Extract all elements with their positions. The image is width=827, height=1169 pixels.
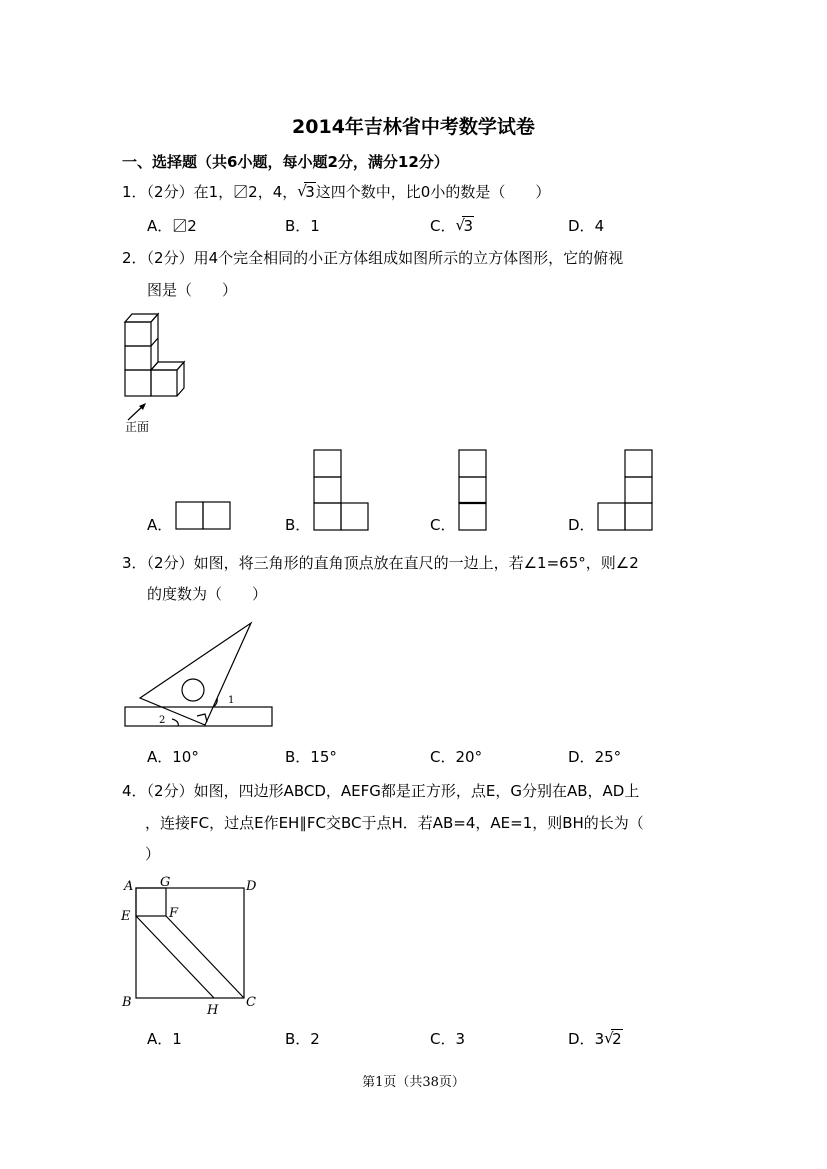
option-coefficient: 3 <box>594 1030 605 1048</box>
question-text: 如图，四边形ABCD，AEFG都是正方形，点E，G分别在AB，AD上 <box>193 782 640 800</box>
option-c-figure <box>458 449 488 532</box>
front-label: 正面 <box>125 420 150 433</box>
question-text: 在1， <box>193 183 234 201</box>
triangle <box>140 623 251 725</box>
sqrt-argument: 2 <box>612 1030 622 1048</box>
option-c <box>430 215 474 236</box>
minus-glyph: 〼 <box>233 183 249 201</box>
option-d <box>568 746 621 767</box>
angle-1-label: 1 <box>228 695 235 706</box>
question-score: （2分） <box>146 183 194 201</box>
question-number: 1． <box>122 183 147 201</box>
segment-fc <box>166 916 244 998</box>
cube-top-face <box>125 314 158 322</box>
question-number: 4． <box>122 782 147 800</box>
minus-glyph: 〼 <box>172 217 188 235</box>
question-score: （2分） <box>146 249 194 267</box>
question-3-line2: 的度数为（ ） <box>147 585 268 603</box>
page-footer: 第1页（共38页） <box>362 1075 465 1090</box>
segment-eh <box>136 916 214 998</box>
option-label: A． <box>147 217 173 235</box>
option-label: D． <box>568 1030 595 1048</box>
option-b-label: B． <box>285 516 311 534</box>
option-label: B． <box>285 217 311 235</box>
cube-stack-figure <box>118 308 198 433</box>
sqrt-argument: 3 <box>463 217 474 235</box>
option-value: 3 <box>455 1030 466 1048</box>
squares-figure <box>118 872 268 1020</box>
question-4-line2: ，连接FC，过点E作EH∥FC交BC于点H．若AB=4，AE=1，则BH的长为（ <box>145 814 644 832</box>
question-1 <box>122 181 550 203</box>
option-d-figure <box>597 449 654 532</box>
option-label: A． <box>147 748 173 766</box>
triangle-hole <box>182 679 204 701</box>
option-d <box>568 1028 623 1049</box>
option-label: C． <box>430 1030 456 1048</box>
ruler-triangle-figure <box>120 618 276 732</box>
question-text: 2，4， <box>248 183 298 201</box>
option-value: 4 <box>594 217 605 235</box>
option-d-label: D． <box>568 516 595 534</box>
angle-2-arc <box>172 719 178 726</box>
option-a-label: A． <box>147 516 173 534</box>
option-c <box>430 746 482 767</box>
question-2-line2: 图是（ ） <box>147 281 238 299</box>
ruler <box>125 707 272 726</box>
sqrt-argument: 3 <box>305 183 315 201</box>
option-value: 2 <box>187 217 197 235</box>
option-b <box>285 1028 320 1049</box>
option-label: C． <box>430 217 456 235</box>
angle-2-label: 2 <box>159 715 166 726</box>
right-angle-mark <box>197 714 207 722</box>
point-c-label: C <box>246 995 256 1010</box>
option-c <box>430 1028 465 1049</box>
option-value: 2 <box>310 1030 320 1048</box>
option-value: 15° <box>310 748 337 766</box>
option-c-label: C． <box>430 516 456 534</box>
point-h-label: H <box>207 1003 219 1018</box>
option-value: 1 <box>172 1030 182 1048</box>
option-d <box>568 215 604 236</box>
point-g-label: G <box>160 875 171 890</box>
option-label: B． <box>285 1030 311 1048</box>
question-score: （2分） <box>146 554 194 572</box>
point-d-label: D <box>246 879 257 894</box>
sqrt-expression: √ 3 <box>455 216 474 235</box>
question-4-line3: ） <box>145 845 161 863</box>
question-3 <box>122 552 712 574</box>
option-a <box>147 746 199 767</box>
option-a <box>147 215 197 236</box>
point-e-label: E <box>121 909 131 924</box>
option-a-figure <box>175 501 232 531</box>
option-b <box>285 746 337 767</box>
option-b-figure <box>313 449 370 532</box>
page-title: 2014年吉林省中考数学试卷 <box>292 116 535 138</box>
option-label: A． <box>147 1030 173 1048</box>
question-number: 2． <box>122 249 147 267</box>
question-text: 如图，将三角形的直角顶点放在直尺的一边上，若∠1=65°，则∠2 <box>193 554 639 572</box>
section-heading: 一、选择题（共6小题，每小题2分，满分12分） <box>122 153 449 171</box>
point-b-label: B <box>122 995 132 1010</box>
question-2 <box>122 247 712 269</box>
option-label: D． <box>568 748 595 766</box>
square-aefg <box>136 888 166 916</box>
option-label: D． <box>568 217 595 235</box>
option-label: C． <box>430 748 456 766</box>
option-b <box>285 215 320 236</box>
option-value: 10° <box>172 748 199 766</box>
question-score: （2分） <box>146 782 194 800</box>
option-value: 25° <box>594 748 622 766</box>
question-text: 这四个数中，比0小的数是（ ） <box>315 183 551 201</box>
sqrt-expression: √ 3 <box>297 182 315 201</box>
question-number: 3． <box>122 554 147 572</box>
point-a-label: A <box>124 879 134 894</box>
option-value: 1 <box>310 217 320 235</box>
question-4 <box>122 780 712 802</box>
sqrt-expression: √ 2 <box>604 1029 622 1048</box>
point-f-label: F <box>169 906 179 921</box>
option-label: B． <box>285 748 311 766</box>
option-a <box>147 1028 182 1049</box>
cube-top-face <box>151 362 184 370</box>
question-text: 用4个完全相同的小正方体组成如图所示的立方体图形，它的俯视 <box>193 249 624 267</box>
option-value: 20° <box>455 748 483 766</box>
